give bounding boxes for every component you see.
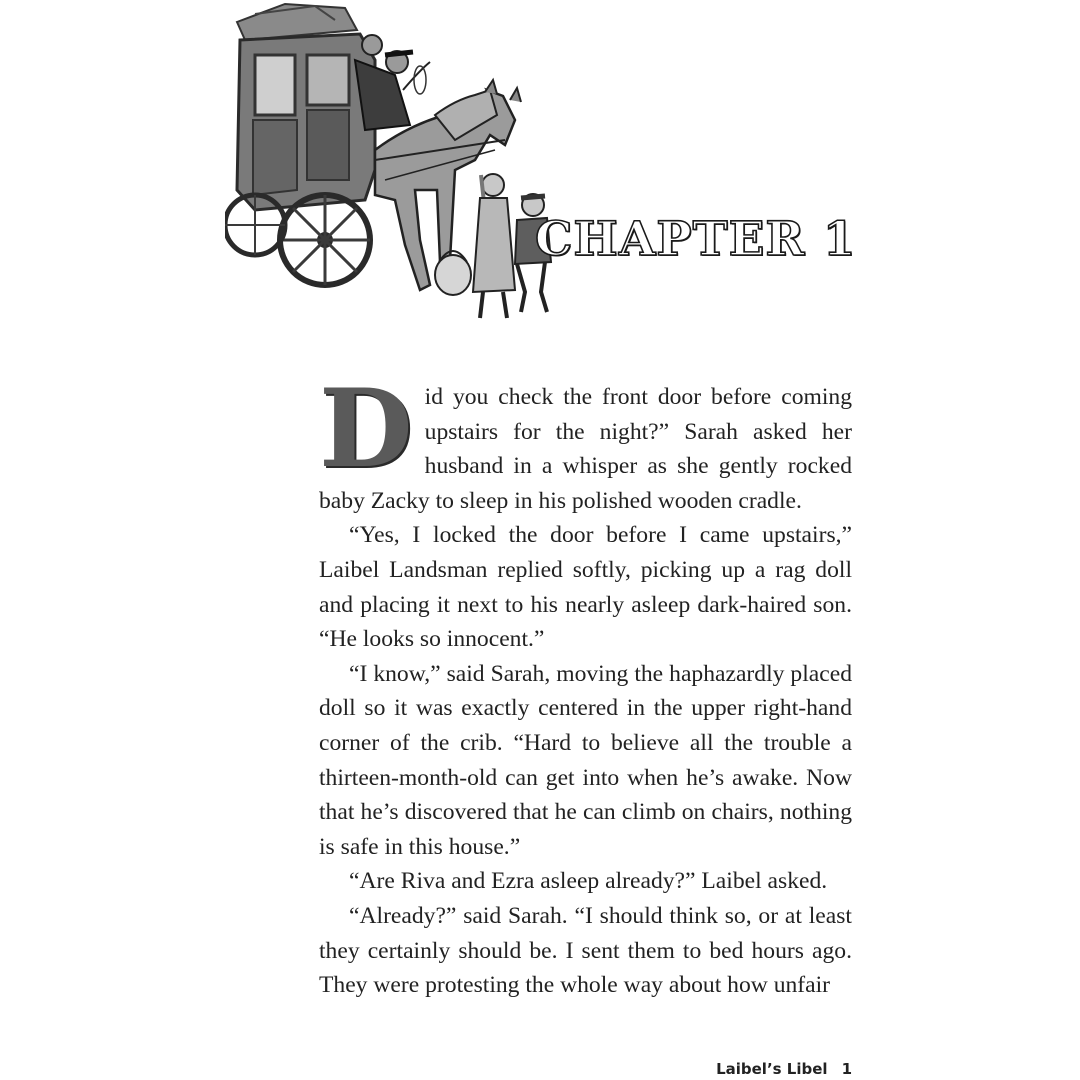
paragraph-5: “Already?” said Sarah. “I should think so, or at least they certainly should be. I sent them to bed hours ago. They were protesting the whole way about how unfair (319, 902, 852, 999)
stagecoach-illustration (225, 0, 555, 325)
page-footer (716, 1060, 852, 1078)
running-title: Laibel’s Libel (716, 1060, 828, 1078)
page-number: 1 (841, 1060, 852, 1078)
paragraph-2: “Yes, I locked the door before I came upstairs,” Laibel Landsman replied softly, picking up a rag doll and placing it next to his nearly asleep dark-haired son. “He looks so innocent.” (319, 522, 852, 653)
paragraph-1-text: id you check the front door before coming upstairs for the night?” Sarah asked her husband in a whisper as she gently rocked baby Zacky to sleep in his polished wooden cradle. (319, 384, 852, 514)
paragraph-1 (319, 366, 852, 518)
paragraph-4: “Are Riva and Ezra asleep already?” Laibel asked. (349, 868, 828, 895)
stagecoach-with-horses-and-children-illustration (225, 0, 555, 325)
chapter-heading: CHAPTER 1 (535, 212, 857, 267)
paragraph-3: “I know,” said Sarah, moving the haphazardly placed doll so it was exactly centered in the upper right-hand corner of the crib. “Hard to believe all the trouble a thirteen-month-old can get into when he’s awake. Now that he’s discovered that he can climb on chairs, nothing is safe in this house.” (319, 660, 852, 860)
drop-cap: D (319, 366, 413, 492)
chapter-body (319, 366, 852, 1003)
